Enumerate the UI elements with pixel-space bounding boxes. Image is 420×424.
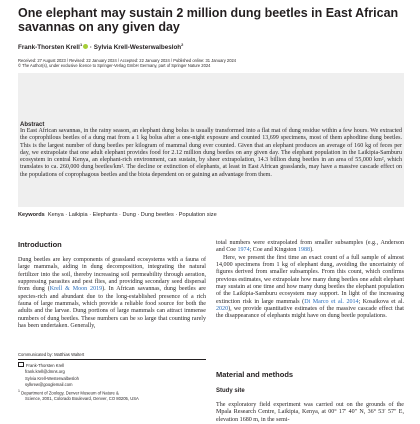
- copyright-line: © The Author(s), under exclusive licence to Springer-Verlag GmbH Germany, part of Springer Nature 2024: [18, 63, 211, 69]
- keywords-label: Keywords: [18, 212, 45, 218]
- envelope-icon: [18, 362, 24, 367]
- abstract-text: In East African savannas, in the rainy season, an elephant dung bolus is usually transformed into a flat mat of dung residue within a few hours. We extracted the coprophilous beetles of a dung mat from a 1 kg bolus after a one-night exposure and counted 13,699 specimens, most of them aphodiine dung beetles. This is the largest number of dung beetles per kilogram of mammal dung ever counted. Given that an elephant produces an average of 160 kg of feces per day, we extrapolate that one adult elephant provides food for 2.12 million dung beetles on any given day. The elephant population in the Laikipia-Samburu ecosystem in central Kenya, an elephant-rich environment, can sustain, by sheer extrapolation, 14.3 billion dung beetles in an area of 55,000 km², which translates to ca. 260,000 dung beetles/km². The decline or extinction of elephants, at least in East African grasslands, may have a massive cascade effect on the populations of coprophagous beetles and the biota dependent on or gaining an advantage from them.: [20, 128, 402, 178]
- text-run: ), we provide quantitative estimates of the massive cascade effect that the disappearance of elephants might have on dung beetle populations.: [216, 306, 404, 320]
- text-run: Dung beetles are key components of grassland ecosystems with a fauna of large mammals, aiding in dung decomposition, integrating the natural fertilizer into the soil, thereby increasing soil permeability through aeration, suppressing parasites and pest flies, and providing secondary seed dispersal from dung (: [18, 257, 206, 293]
- contact-1-name: Frank-Thorsten Krell: [26, 363, 65, 368]
- contact-2-name: Sylvia Krell-Westerwalbesloh: [25, 376, 79, 381]
- author-1-affiliation: 1: [79, 42, 83, 47]
- affiliation-1: [18, 389, 206, 401]
- text-run: total numbers were extrapolated from smaller subsamples (e.g., Anderson and Coe: [216, 240, 404, 254]
- contact-1: [18, 362, 206, 374]
- author-contacts: [18, 362, 206, 401]
- intro-paragraph-2: [216, 240, 404, 255]
- author-2-affiliation: 2: [181, 42, 184, 47]
- affiliation-line: Department of Zoology, Denver Museum of Nature &: [21, 390, 119, 396]
- text-run: ).: [310, 247, 314, 254]
- introduction-text: [18, 257, 206, 330]
- contact-2-email[interactable]: sylkrew@googlemail.com: [25, 381, 73, 387]
- subsection-heading-study-site: Study site: [216, 388, 245, 394]
- citation-link[interactable]: 1988: [297, 247, 311, 254]
- author-line: [18, 41, 408, 52]
- communicated-by: Communicated by: Matthias Waltert: [18, 352, 85, 357]
- intro-paragraph-1: [18, 257, 206, 330]
- text-run: ). In African savannas, dung beetles are species-rich and abundant due to the long-established presence of a rich fauna of large mammals, which provide a reliable food source for both the adults and the larvae. Dung portions of large mammals can attract immense numbers of dung beetles. These numbers can be so large that counting rarely has been undertaken. Generally,: [18, 286, 206, 330]
- keywords-list: Kenya · Laikipia · Elephants · Dung · Dung beetles · Population size: [47, 212, 217, 218]
- affiliation-number: 1: [18, 389, 20, 393]
- citation-link[interactable]: 1974: [237, 247, 250, 254]
- citation-link[interactable]: Di Marco et al. 2014: [304, 298, 359, 305]
- study-site-text: [216, 402, 404, 424]
- dates-line: Received: 27 August 2023 / Revised: 22 January 2024 / Accepted: 22 January 2024 / Published online: 31 January 2024: [18, 58, 237, 63]
- intro-paragraph-3: [216, 255, 404, 321]
- footer-divider: [18, 359, 206, 360]
- publication-dates: [18, 58, 408, 69]
- author-separator: ·: [88, 44, 94, 52]
- citation-link[interactable]: Krell & Moon 2019: [49, 286, 103, 293]
- text-run: ; Coe and Kingston: [249, 247, 298, 254]
- contact-1-email[interactable]: frank.krell@dmns.org: [25, 368, 65, 374]
- section-heading-methods: Material and methods: [216, 370, 294, 379]
- citation-link[interactable]: 2020: [216, 306, 229, 313]
- introduction-continued: [216, 240, 404, 321]
- keywords: [18, 212, 408, 219]
- contact-2: [18, 376, 206, 387]
- text-run: ; Kosaikova et al.: [358, 298, 404, 305]
- text-run: Here, we present the first time an exact count of a full sample of almost 14,000 specimens from 1 kg of elephant dung, avoiding the uncertainty of figures derived from smaller subsamples. From this count, which confirms previous estimates, we extrapolate how many dung beetles one adult elephant may sustain at one time and how many dung beetles the elephant population of the Laikipia-Samburu ecosystem may support. In light of the increasing extinction risk in large mammals (: [216, 254, 404, 305]
- abstract-heading: Abstract: [20, 122, 45, 128]
- study-site-paragraph: The exploratory field experiment was carried out on the grounds of the Mpala Research Centre, Laikipia, Kenya, at 00° 17′ 40″ N, 36° 53′ 57″ E, elevation 1680 m, in the semi-: [216, 402, 404, 423]
- paper-title: One elephant may sustain 2 million dung beetles in East African savannas on any given day: [18, 6, 399, 34]
- affiliation-line: Science, 2001, Colorado Boulevard, Denver, CO 80205, USA: [25, 395, 139, 401]
- author-2[interactable]: Sylvia Krell-Westerwalbesloh: [93, 44, 182, 52]
- section-heading-introduction: Introduction: [18, 240, 62, 249]
- author-1[interactable]: Frank-Thorsten Krell: [18, 44, 80, 52]
